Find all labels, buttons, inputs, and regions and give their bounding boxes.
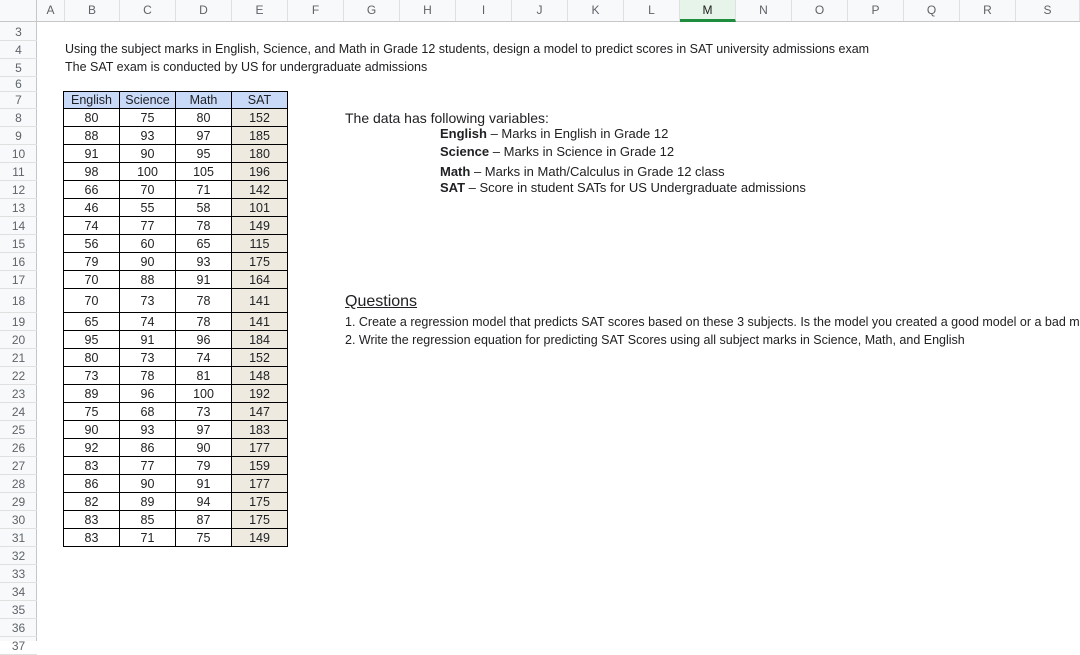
english-cell[interactable]: 82 (64, 493, 120, 511)
table-row (64, 403, 288, 421)
english-cell[interactable]: 83 (64, 511, 120, 529)
table-row (64, 421, 288, 439)
row-header-14[interactable]: 14 (0, 217, 37, 235)
row-header-30[interactable]: 30 (0, 511, 37, 529)
row-header-26[interactable]: 26 (0, 439, 37, 457)
row-header-28[interactable]: 28 (0, 475, 37, 493)
row-header-34[interactable]: 34 (0, 583, 37, 601)
column-header-o[interactable]: O (792, 0, 848, 21)
column-header-h[interactable]: H (400, 0, 456, 21)
row-header-21[interactable]: 21 (0, 349, 37, 367)
intro-line-1[interactable]: Using the subject marks in English, Science, and Math in Grade 12 students, design a model to predict scores in SAT university admissions exam (65, 42, 870, 56)
science-cell[interactable]: 88 (120, 271, 176, 289)
science-cell[interactable]: 78 (120, 367, 176, 385)
math-cell[interactable]: 91 (176, 475, 232, 493)
variable-sat[interactable] (440, 180, 806, 195)
row-header-3[interactable]: 3 (0, 24, 37, 41)
sat-cell[interactable]: 192 (232, 385, 288, 403)
column-header-n[interactable]: N (736, 0, 792, 21)
column-header-p[interactable]: P (848, 0, 904, 21)
row-header-5[interactable]: 5 (0, 59, 37, 77)
row-header-4[interactable]: 4 (0, 41, 37, 59)
row-header-29[interactable]: 29 (0, 493, 37, 511)
english-cell[interactable]: 56 (64, 235, 120, 253)
sat-cell[interactable]: 152 (232, 349, 288, 367)
table-row (64, 493, 288, 511)
math-cell[interactable]: 78 (176, 289, 232, 313)
english-cell[interactable]: 75 (64, 403, 120, 421)
sat-cell[interactable]: 142 (232, 181, 288, 199)
table-row (64, 385, 288, 403)
english-cell[interactable]: 90 (64, 421, 120, 439)
table-row (64, 217, 288, 235)
english-cell[interactable]: 98 (64, 163, 120, 181)
math-cell[interactable]: 105 (176, 163, 232, 181)
science-cell[interactable]: 77 (120, 457, 176, 475)
science-cell[interactable]: 86 (120, 439, 176, 457)
row-header-35[interactable]: 35 (0, 601, 37, 619)
variable-desc: – Marks in Math/Calculus in Grade 12 class (470, 164, 725, 179)
column-header-q[interactable]: Q (904, 0, 960, 21)
science-cell[interactable]: 75 (120, 109, 176, 127)
row-header-22[interactable]: 22 (0, 367, 37, 385)
questions-title[interactable]: Questions (345, 293, 418, 310)
table-row (64, 439, 288, 457)
math-cell[interactable]: 93 (176, 253, 232, 271)
column-header-s[interactable]: S (1016, 0, 1080, 21)
english-cell[interactable]: 92 (64, 439, 120, 457)
english-cell[interactable]: 80 (64, 349, 120, 367)
table-row (64, 163, 288, 181)
math-cell[interactable]: 75 (176, 529, 232, 547)
table-row (64, 127, 288, 145)
table-header-row (64, 92, 288, 109)
table-row (64, 367, 288, 385)
sat-cell[interactable]: 177 (232, 439, 288, 457)
column-header-i[interactable]: I (456, 0, 512, 21)
sat-cell[interactable]: 183 (232, 421, 288, 439)
sat-cell[interactable]: 152 (232, 109, 288, 127)
science-cell[interactable]: 91 (120, 331, 176, 349)
table-row (64, 475, 288, 493)
table-row (64, 199, 288, 217)
table-body (64, 109, 288, 547)
select-all-corner[interactable] (0, 0, 37, 21)
row-header-9[interactable]: 9 (0, 127, 37, 145)
science-cell[interactable]: 73 (120, 289, 176, 313)
column-header-m[interactable]: M (680, 0, 736, 22)
english-cell[interactable]: 88 (64, 127, 120, 145)
table-row (64, 457, 288, 475)
math-cell[interactable]: 91 (176, 271, 232, 289)
math-cell[interactable]: 95 (176, 145, 232, 163)
math-cell[interactable]: 81 (176, 367, 232, 385)
sat-cell[interactable]: 175 (232, 511, 288, 529)
math-cell[interactable]: 74 (176, 349, 232, 367)
variable-math[interactable] (440, 164, 725, 179)
science-cell[interactable]: 71 (120, 529, 176, 547)
variable-desc: – Marks in Science in Grade 12 (489, 144, 675, 159)
sat-cell[interactable]: 141 (232, 289, 288, 313)
variables-title[interactable]: The data has following variables: (345, 110, 549, 126)
math-cell[interactable]: 80 (176, 109, 232, 127)
row-header-20[interactable]: 20 (0, 331, 37, 349)
table-row (64, 331, 288, 349)
variable-name: English (440, 126, 487, 141)
question-1[interactable]: 1. Create a regression model that predicts SAT scores based on these 3 subjects. Is the model you created a good model or a bad m (345, 315, 1080, 329)
math-cell[interactable]: 87 (176, 511, 232, 529)
column-header-bar (0, 0, 1080, 22)
header-math[interactable]: Math (176, 92, 232, 109)
sat-cell[interactable]: 185 (232, 127, 288, 145)
column-header-e[interactable]: E (232, 0, 288, 21)
sat-cell[interactable]: 149 (232, 217, 288, 235)
english-cell[interactable]: 80 (64, 109, 120, 127)
row-header-6[interactable]: 6 (0, 77, 37, 92)
english-cell[interactable]: 73 (64, 367, 120, 385)
column-header-l[interactable]: L (624, 0, 680, 21)
english-cell[interactable]: 86 (64, 475, 120, 493)
row-header-8[interactable]: 8 (0, 109, 37, 127)
english-cell[interactable]: 95 (64, 331, 120, 349)
sat-cell[interactable]: 164 (232, 271, 288, 289)
row-header-23[interactable]: 23 (0, 385, 37, 403)
question-2[interactable]: 2. Write the regression equation for predicting SAT Scores using all subject marks in Science, Math, and English (345, 333, 965, 347)
column-header-g[interactable]: G (344, 0, 400, 21)
data-table (63, 91, 288, 547)
row-header-17[interactable]: 17 (0, 271, 37, 289)
math-cell[interactable]: 96 (176, 331, 232, 349)
row-header-33[interactable]: 33 (0, 565, 37, 583)
math-cell[interactable]: 90 (176, 439, 232, 457)
column-header-c[interactable]: C (120, 0, 176, 21)
header-sat[interactable]: SAT (232, 92, 288, 109)
sat-cell[interactable]: 101 (232, 199, 288, 217)
math-cell[interactable]: 58 (176, 199, 232, 217)
english-cell[interactable]: 83 (64, 457, 120, 475)
row-header-18[interactable]: 18 (0, 289, 37, 313)
intro-line-2[interactable]: The SAT exam is conducted by US for undergraduate admissions (65, 60, 428, 74)
math-cell[interactable]: 73 (176, 403, 232, 421)
row-header-7[interactable]: 7 (0, 92, 37, 109)
column-header-k[interactable]: K (568, 0, 624, 21)
sat-cell[interactable]: 159 (232, 457, 288, 475)
table-row (64, 313, 288, 331)
variable-desc: – Score in student SATs for US Undergraduate admissions (465, 180, 806, 195)
column-header-b[interactable]: B (65, 0, 120, 21)
row-header-19[interactable]: 19 (0, 313, 37, 331)
science-cell[interactable]: 100 (120, 163, 176, 181)
row-header-24[interactable]: 24 (0, 403, 37, 421)
english-cell[interactable]: 79 (64, 253, 120, 271)
science-cell[interactable]: 68 (120, 403, 176, 421)
column-header-r[interactable]: R (960, 0, 1016, 21)
table-row (64, 253, 288, 271)
sat-cell[interactable]: 141 (232, 313, 288, 331)
row-header-11[interactable]: 11 (0, 163, 37, 181)
table-row (64, 511, 288, 529)
column-header-a[interactable]: A (37, 0, 65, 21)
sat-cell[interactable]: 149 (232, 529, 288, 547)
sat-cell[interactable]: 180 (232, 145, 288, 163)
row-header-bar (0, 22, 37, 653)
table-row (64, 235, 288, 253)
column-header-d[interactable]: D (176, 0, 232, 21)
math-cell[interactable]: 97 (176, 421, 232, 439)
science-cell[interactable]: 73 (120, 349, 176, 367)
sat-cell[interactable]: 196 (232, 163, 288, 181)
table-row (64, 349, 288, 367)
sat-cell[interactable]: 175 (232, 253, 288, 271)
row-header-10[interactable]: 10 (0, 145, 37, 163)
science-cell[interactable]: 55 (120, 199, 176, 217)
math-cell[interactable]: 97 (176, 127, 232, 145)
english-cell[interactable]: 91 (64, 145, 120, 163)
table-row (64, 289, 288, 313)
science-cell[interactable]: 90 (120, 253, 176, 271)
variable-desc: – Marks in English in Grade 12 (486, 126, 669, 141)
row-header-37[interactable]: 37 (0, 637, 37, 655)
sat-cell[interactable]: 184 (232, 331, 288, 349)
variable-science[interactable] (440, 144, 674, 159)
english-cell[interactable]: 66 (64, 181, 120, 199)
row-header-12[interactable]: 12 (0, 181, 37, 199)
variable-name: Science (440, 144, 490, 159)
science-cell[interactable]: 90 (120, 475, 176, 493)
sat-cell[interactable]: 115 (232, 235, 288, 253)
sat-cell[interactable]: 147 (232, 403, 288, 421)
english-cell[interactable]: 89 (64, 385, 120, 403)
column-header-j[interactable]: J (512, 0, 568, 21)
header-english[interactable]: English (64, 92, 120, 109)
english-cell[interactable]: 70 (64, 271, 120, 289)
science-cell[interactable]: 93 (120, 127, 176, 145)
table-row (64, 181, 288, 199)
math-cell[interactable]: 78 (176, 313, 232, 331)
science-cell[interactable]: 60 (120, 235, 176, 253)
math-cell[interactable]: 79 (176, 457, 232, 475)
column-header-f[interactable]: F (288, 0, 344, 21)
variable-english[interactable] (440, 126, 668, 141)
science-cell[interactable]: 96 (120, 385, 176, 403)
english-cell[interactable]: 83 (64, 529, 120, 547)
english-cell[interactable]: 65 (64, 313, 120, 331)
row-header-13[interactable]: 13 (0, 199, 37, 217)
english-cell[interactable]: 46 (64, 199, 120, 217)
science-cell[interactable]: 90 (120, 145, 176, 163)
sat-cell[interactable]: 177 (232, 475, 288, 493)
variable-name: Math (440, 164, 471, 179)
science-cell[interactable]: 74 (120, 313, 176, 331)
header-science[interactable]: Science (120, 92, 176, 109)
row-header-15[interactable]: 15 (0, 235, 37, 253)
table-row (64, 145, 288, 163)
table-row (64, 271, 288, 289)
row-header-36[interactable]: 36 (0, 619, 37, 637)
english-cell[interactable]: 70 (64, 289, 120, 313)
english-cell[interactable]: 74 (64, 217, 120, 235)
science-cell[interactable]: 85 (120, 511, 176, 529)
row-header-16[interactable]: 16 (0, 253, 37, 271)
variable-name: SAT (440, 180, 466, 195)
science-cell[interactable]: 77 (120, 217, 176, 235)
table-row (64, 529, 288, 547)
row-header-25[interactable]: 25 (0, 421, 37, 439)
sat-cell[interactable]: 175 (232, 493, 288, 511)
science-cell[interactable]: 70 (120, 181, 176, 199)
science-cell[interactable]: 89 (120, 493, 176, 511)
math-cell[interactable]: 100 (176, 385, 232, 403)
math-cell[interactable]: 65 (176, 235, 232, 253)
row-header-32[interactable]: 32 (0, 547, 37, 565)
row-header-31[interactable]: 31 (0, 529, 37, 547)
science-cell[interactable]: 93 (120, 421, 176, 439)
math-cell[interactable]: 71 (176, 181, 232, 199)
row-header-27[interactable]: 27 (0, 457, 37, 475)
sat-cell[interactable]: 148 (232, 367, 288, 385)
table-row (64, 109, 288, 127)
math-cell[interactable]: 78 (176, 217, 232, 235)
math-cell[interactable]: 94 (176, 493, 232, 511)
